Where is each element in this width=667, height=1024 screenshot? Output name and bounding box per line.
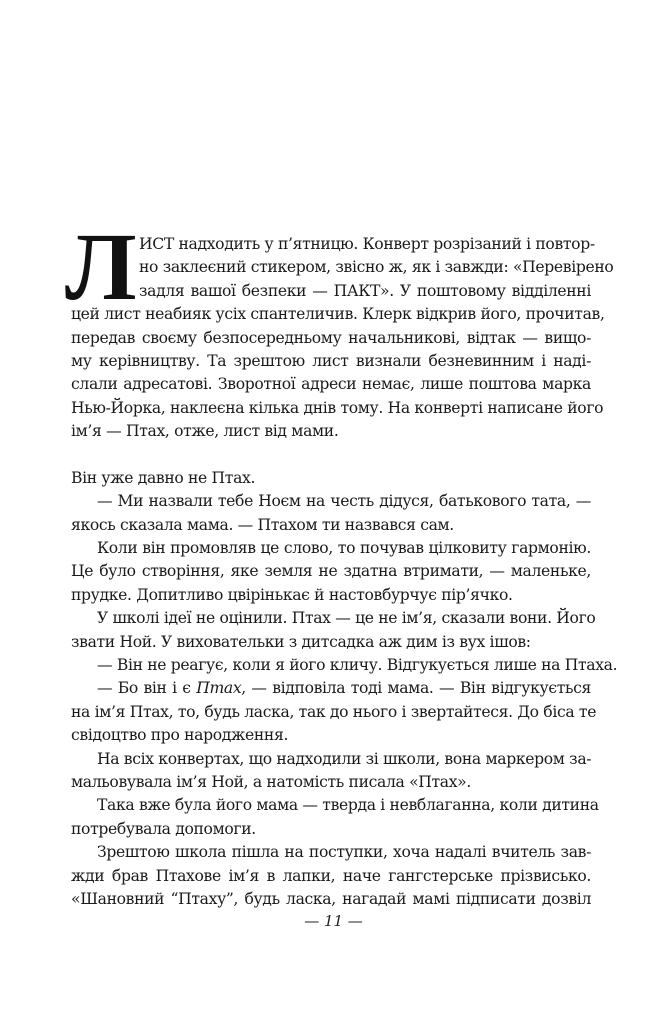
section-gap <box>71 444 591 467</box>
text-line: Така вже була його мама — тверда і невблаганна, коли дитина <box>97 796 599 815</box>
text-line: — Ми назвали тебе Ноєм на честь дідуся, батькового тата, — <box>97 492 591 511</box>
text-fragment: , — відповіла тоді мама. — Він відгукується <box>241 679 591 698</box>
text-line: Він уже давно не Птах. <box>71 468 256 487</box>
text-line: На всіх конвертах, що надходили зі школи, вона маркером за- <box>97 749 592 768</box>
text-line: но заклеєний стикером, звісно ж, як і завжди: «Перевірено <box>139 258 614 277</box>
text-line: мальовувала ім’я Ной, а натомість писала «Птах». <box>71 772 471 791</box>
page-body <box>65 213 618 911</box>
drop-cap: Л <box>65 213 137 320</box>
text-line: звати Ной. У виховательки з дитсадка аж дим із вух ішов: <box>71 632 531 651</box>
text-line: прудке. Допитливо цвірінькає й настовбурчує пір’ячко. <box>71 585 513 604</box>
text-line: задля вашої безпеки — ПАКТ». У поштовому відділенні <box>139 281 591 300</box>
opening-paragraph <box>65 213 614 444</box>
text-line: цей лист неабияк усіх спантеличив. Клерк відкрив його, прочитав, <box>71 305 605 324</box>
text-line: У школі ідеї не оцінили. Птах — це не ім’я, сказали вони. Його <box>97 609 596 628</box>
page-number: — 11 — <box>304 912 363 930</box>
text-line: — Він не реагує, коли я його кличу. Відгукується лише на Птаха. <box>97 656 618 675</box>
text-line: Нью-Йорка, наклеєна кілька днів тому. На конверті написане його <box>71 398 604 417</box>
text-line: Зрештою школа пішла на поступки, хоча надалі вчитель зав- <box>97 843 591 862</box>
text-line: му керівництву. Та зрештою лист визнали безневинним і наді- <box>71 351 591 370</box>
text-line: жди брав Птахове ім’я в лапки, наче гангстерське прізвисько. <box>71 866 591 885</box>
text-line: «Шановний “Птаху”, будь ласка, нагадай мамі підписати дозвіл <box>71 889 591 908</box>
text-line <box>71 677 591 700</box>
text-line: Коли він промовляв це слово, то почував цілковиту гармонію. <box>97 539 591 558</box>
text-line: слали адресатові. Зворотної адреси немає, лише поштова марка <box>71 375 591 394</box>
text-line: якось сказала мама. — Птахом ти назвався сам. <box>71 515 454 534</box>
text-line: потребувала допомоги. <box>71 819 256 838</box>
text-line: ім’я — Птах, отже, лист від мами. <box>71 422 339 441</box>
text-line: свідоцтво про народження. <box>71 726 289 745</box>
text-line: ИСТ надходить у п’ятницю. Конверт розрізаний і повтор- <box>139 235 595 253</box>
emphasized-name: Птах <box>196 679 242 698</box>
text-line: Це було створіння, яке земля не здатна втримати, — маленьке, <box>71 562 591 581</box>
text-fragment: — Бо він і є <box>97 679 197 698</box>
body-text <box>71 467 618 911</box>
text-line: на ім’я Птах, то, будь ласка, так до нього і звертайтеся. До біса те <box>71 702 597 721</box>
text-line: передав своєму безпосередньому начальникові, відтак — вищо- <box>71 328 591 347</box>
